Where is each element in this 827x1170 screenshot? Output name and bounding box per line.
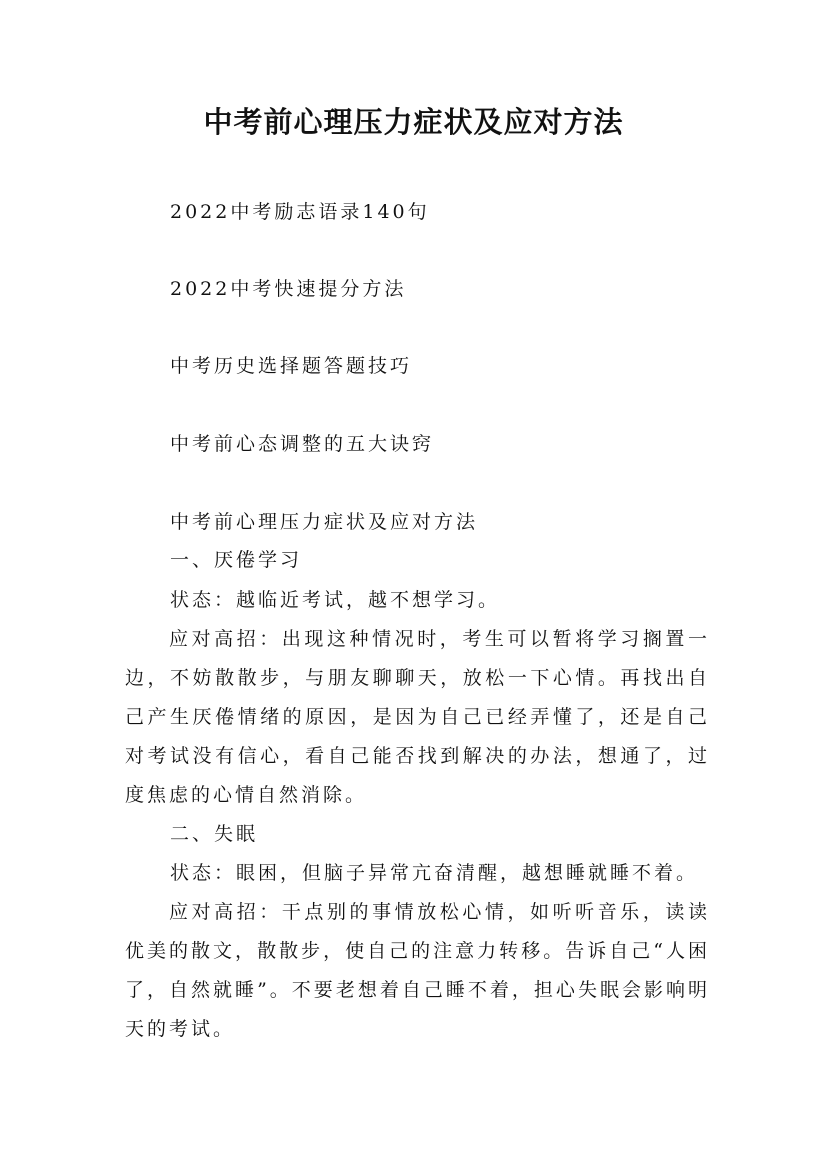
section-advice-1: 应对高招：出现这种情况时，考生可以暂将学习搁置一边，不妨散散步，与朋友聊聊天，放松一下心情。再找出自己产生厌倦情绪的原因，是因为自己已经弄懂了，还是自己对考试没有信心，看自己能否找到解决的办法，想通了，过度焦虑的心情自然消除。 xyxy=(125,628,710,806)
document-title: 中考前心理压力症状及应对方法 xyxy=(203,105,624,139)
related-link-4[interactable]: 中考前心态调整的五大诀窍 xyxy=(170,433,435,455)
related-link-1[interactable]: 2022中考励志语录140句 xyxy=(170,201,430,223)
section-heading-1: 一、厌倦学习 xyxy=(170,549,303,571)
section-advice-2: 应对高招：干点别的事情放松心情，如听听音乐，读读优美的散文，散散步，使自己的注意力转移。告诉自己“人困了，自然就睡”。不要老想着自己睡不着，担心失眠会影响明天的考试。 xyxy=(125,901,710,1040)
related-link-2[interactable]: 2022中考快速提分方法 xyxy=(170,278,407,300)
article-title: 中考前心理压力症状及应对方法 xyxy=(170,511,479,533)
section-state-1: 状态：越临近考试，越不想学习。 xyxy=(170,589,501,611)
section-heading-2: 二、失眠 xyxy=(170,823,259,845)
section-state-2: 状态：眼困，但脑子异常亢奋清醒，越想睡就睡不着。 xyxy=(170,862,699,884)
related-link-3[interactable]: 中考历史选择题答题技巧 xyxy=(170,355,413,377)
